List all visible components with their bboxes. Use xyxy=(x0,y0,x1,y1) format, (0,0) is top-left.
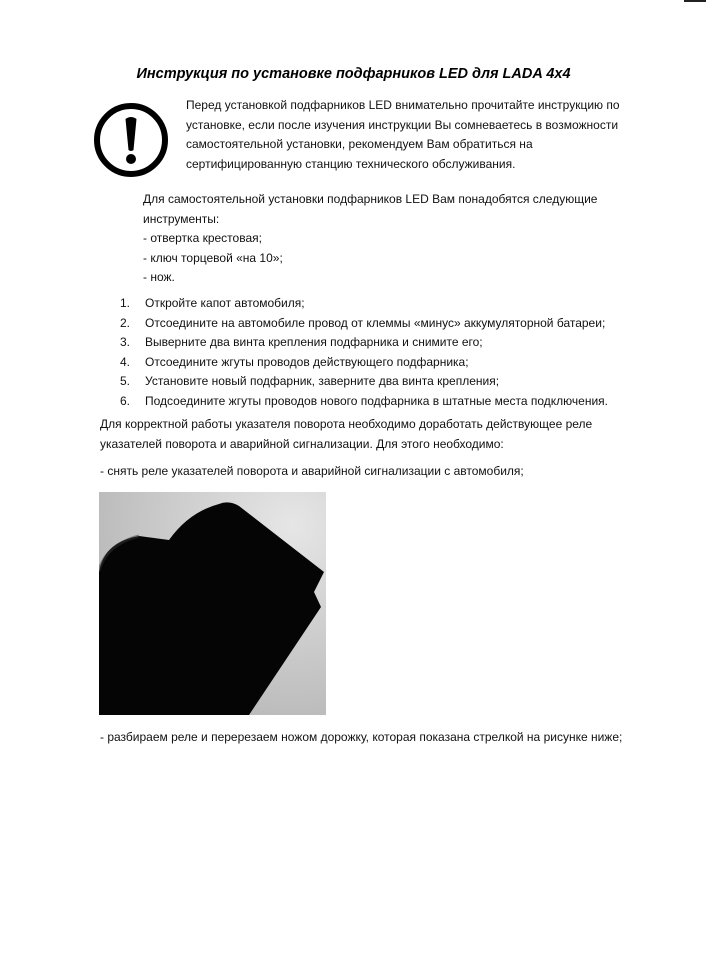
step-number: 2. xyxy=(120,315,131,330)
step-text: Откройте капот автомобиля; xyxy=(145,296,305,310)
warning-line: самостоятельной установки, рекомендуем Вам обратиться на xyxy=(186,137,533,151)
relay-photo-image xyxy=(99,492,326,715)
relay-photo xyxy=(99,492,326,715)
warning-line: установке, если после изучения инструкции Вы сомневаетесь в возможности xyxy=(186,117,619,132)
step-item xyxy=(120,392,608,412)
warning-line: Перед установкой подфарников LED внимательно прочитайте инструкцию по xyxy=(186,98,620,112)
relay-paragraph xyxy=(100,415,592,454)
step-item xyxy=(120,294,608,314)
step-number: 1. xyxy=(120,296,131,310)
tools-section xyxy=(143,190,597,288)
step-item xyxy=(120,353,608,373)
step-text: Отсоедините на автомобиле провод от клеммы «минус» аккумуляторной батареи; xyxy=(145,315,606,330)
step-item xyxy=(120,314,608,334)
step-text: Выверните два винта крепления подфарника и снимите его; xyxy=(145,335,483,349)
relay-cut-step: - разбираем реле и перерезаем ножом дорожку, которая показана стрелкой на рисунке ниже; xyxy=(100,730,623,744)
step-text: Подсоедините жгуты проводов нового подфарника в штатные места подключения. xyxy=(145,393,608,408)
step-text: Установите новый подфарник, заверните два винта крепления; xyxy=(145,374,500,388)
tool-item: - отвертка крестовая; xyxy=(143,231,262,245)
tools-intro-line: инструменты: xyxy=(143,211,220,226)
relay-remove-step: - снять реле указателей поворота и аварийной сигнализации с автомобиля; xyxy=(100,464,524,478)
step-number: 4. xyxy=(120,354,131,369)
warning-text xyxy=(186,96,620,174)
tool-item: - нож. xyxy=(143,270,175,284)
step-number: 3. xyxy=(120,335,131,349)
scan-corner-mark xyxy=(684,0,706,2)
warning-line: сертифицированную станцию технического обслуживания. xyxy=(186,156,516,171)
relay-paragraph-line: указателей поворота и аварийной сигнализации. Для этого необходимо: xyxy=(100,436,504,451)
step-number: 6. xyxy=(120,393,131,408)
step-item xyxy=(120,372,608,392)
installation-steps xyxy=(120,294,608,411)
step-item xyxy=(120,333,608,353)
document-title: Инструкция по установке подфарников LED для LADA 4x4 xyxy=(136,66,571,82)
tools-intro-line: Для самостоятельной установки подфарников LED Вам понадобятся следующие xyxy=(143,192,598,206)
exclamation-circle-icon xyxy=(92,101,170,179)
tool-item: - ключ торцевой «на 10»; xyxy=(143,250,283,265)
relay-paragraph-line: Для корректной работы указателя поворота необходимо доработать действующее реле xyxy=(100,417,593,431)
step-number: 5. xyxy=(120,374,131,388)
step-text: Отсоедините жгуты проводов действующего подфарника; xyxy=(145,354,469,369)
